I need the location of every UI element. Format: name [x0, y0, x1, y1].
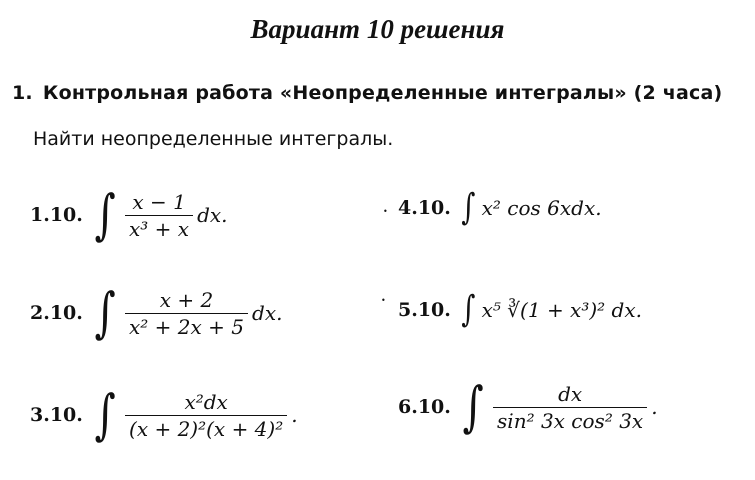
problem-1-10 [30, 183, 228, 246]
integrand-expression: x² cos 6xdx. [481, 196, 602, 220]
problem-label: 3.10. [30, 404, 83, 426]
integral-sign: ∫ [94, 183, 116, 246]
fraction-numerator: x − 1 [132, 189, 186, 214]
fraction-denominator: x² + 2x + 5 [125, 313, 248, 339]
fraction-numerator: x + 2 [159, 287, 214, 312]
problem-4-10 [398, 187, 602, 228]
problem-2-10 [30, 281, 283, 344]
fraction [125, 390, 287, 441]
dot-mark: • [381, 296, 386, 305]
fraction-denominator: (x + 2)²(x + 4)² [125, 415, 287, 441]
integral-sign: ∫ [94, 281, 116, 344]
fraction-numerator: x²dx [184, 389, 228, 414]
problem-5-10 [398, 289, 642, 330]
problem-6-10 [398, 375, 658, 438]
integrand-expression: x⁵ ∛(1 + x³)² dx. [481, 298, 642, 322]
fraction-denominator: x³ + x [125, 215, 193, 241]
fraction-numerator: dx [558, 381, 583, 406]
fraction-denominator: sin² 3x cos² 3x [493, 407, 647, 433]
page-title: Вариант 10 решения [250, 14, 505, 44]
problem-label: 1.10. [30, 204, 83, 226]
problem-label: 5.10. [398, 299, 451, 321]
differential: dx. [197, 203, 228, 227]
integral-sign: ∫ [461, 187, 476, 228]
problem-label: 4.10. [398, 197, 451, 219]
fraction [125, 288, 248, 339]
instruction-text: Найти неопределенные интегралы. [33, 128, 394, 150]
fraction [493, 382, 647, 433]
problem-label: 2.10. [30, 302, 83, 324]
integral-sign: ∫ [461, 289, 476, 330]
dot-mark: • [383, 207, 388, 216]
section-number: 1. [12, 82, 33, 104]
problem-3-10 [30, 383, 298, 446]
integral-sign: ∫ [462, 375, 484, 438]
period: . [651, 395, 658, 419]
section-heading [12, 82, 722, 104]
differential: dx. [252, 301, 283, 325]
integral-sign: ∫ [94, 383, 116, 446]
period: . [291, 403, 298, 427]
section-heading-text: Контрольная работа «Неопределенные интегралы» (2 часа) [42, 82, 723, 104]
problem-label: 6.10. [398, 396, 451, 418]
fraction [125, 190, 193, 241]
